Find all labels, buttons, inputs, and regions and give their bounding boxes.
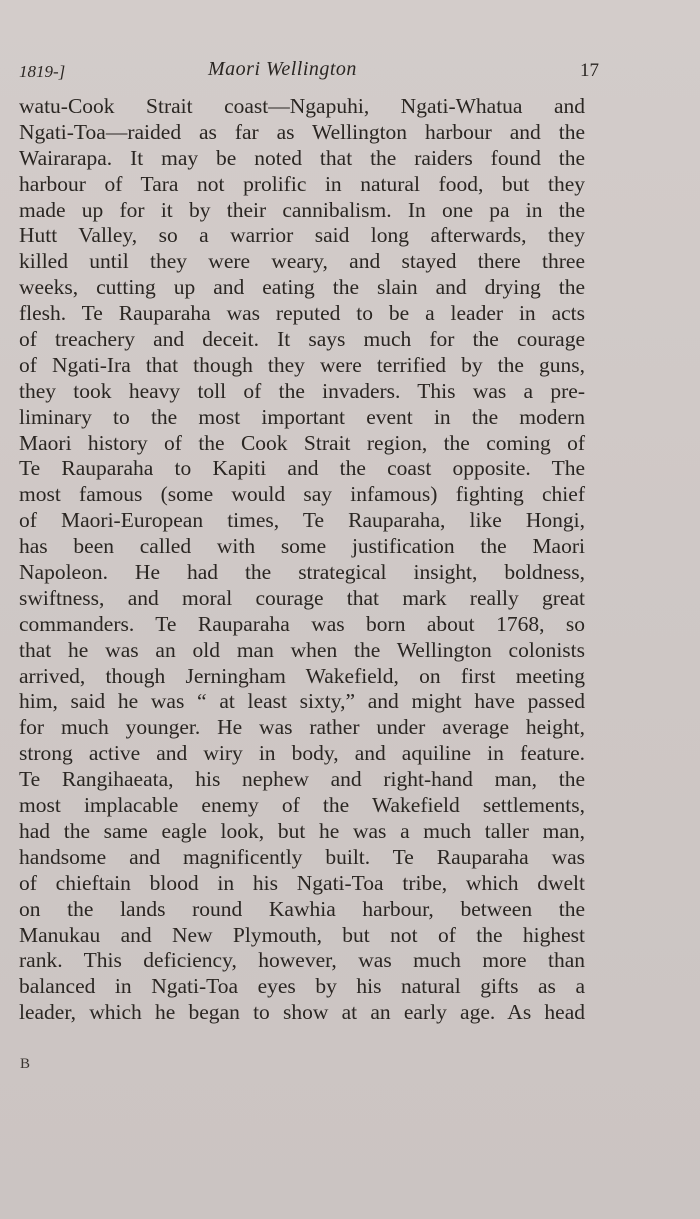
text-line: balanced in Ngati-Toa eyes by his natural gifts as a <box>19 974 585 999</box>
text-line: of Ngati-Ira that though they were terrified by the guns, <box>19 352 585 377</box>
text-line: Hutt Valley, so a warrior said long afterwards, they <box>19 223 585 248</box>
text-line: watu-Cook Strait coast—Ngapuhi, Ngati-Whatua and <box>19 94 585 118</box>
text-line: of chieftain blood in his Ngati-Toa tribe, which dwelt <box>19 870 585 895</box>
text-line: had the same eagle look, but he was a much taller man, <box>19 818 585 843</box>
text-line: liminary to the most important event in the modern <box>19 404 585 429</box>
text-line: for much younger. He was rather under average height, <box>19 715 585 740</box>
text-line: swiftness, and moral courage that mark really great <box>19 585 585 610</box>
text-line: they took heavy toll of the invaders. This was a pre- <box>19 378 585 403</box>
text-line: has been called with some justification the Maori <box>19 534 585 559</box>
text-line: harbour of Tara not prolific in natural food, but they <box>19 171 585 196</box>
text-line: Napoleon. He had the strategical insight, boldness, <box>19 560 585 585</box>
text-line: commanders. Te Rauparaha was born about 1768, so <box>19 611 585 636</box>
text-line: leader, which he began to show at an early age. As head <box>19 1000 585 1025</box>
text-line: rank. This deficiency, however, was much more than <box>19 948 585 973</box>
text-line: strong active and wiry in body, and aquiline in feature. <box>19 741 585 766</box>
text-line: weeks, cutting up and eating the slain and drying the <box>19 275 585 300</box>
text-line: of treachery and deceit. It says much for the courage <box>19 327 585 352</box>
text-line: on the lands round Kawhia harbour, between the <box>19 896 585 921</box>
text-line: handsome and magnificently built. Te Rauparaha was <box>19 844 585 869</box>
text-line: most famous (some would say infamous) fighting chief <box>19 482 585 507</box>
running-head-date: 1819-] <box>19 62 66 81</box>
text-line: Te Rauparaha to Kapiti and the coast opposite. The <box>19 456 585 481</box>
text-line: flesh. Te Rauparaha was reputed to be a leader in acts <box>19 301 585 326</box>
text-line: Wairarapa. It may be noted that the raiders found the <box>19 145 585 170</box>
text-line: that he was an old man when the Wellington colonists <box>19 637 585 662</box>
text-line: arrived, though Jerningham Wakefield, on first meeting <box>19 663 585 688</box>
signature-mark: B <box>20 1056 31 1072</box>
text-line: him, said he was “ at least sixty,” and might have passed <box>19 689 585 714</box>
text-line: of Maori-European times, Te Rauparaha, like Hongi, <box>19 508 585 533</box>
text-line: most implacable enemy of the Wakefield settlements, <box>19 793 585 818</box>
running-head <box>19 58 599 86</box>
text-line: made up for it by their cannibalism. In one pa in the <box>19 197 585 222</box>
page-number: 17 <box>580 60 599 81</box>
text-line: Maori history of the Cook Strait region, the coming of <box>19 430 585 455</box>
text-line: Ngati-Toa—raided as far as Wellington harbour and the <box>19 119 585 144</box>
text-line: killed until they were weary, and stayed there three <box>19 249 585 274</box>
text-line: Te Rangihaeata, his nephew and right-hand man, the <box>19 767 585 792</box>
text-line: Manukau and New Plymouth, but not of the highest <box>19 922 585 947</box>
body-text <box>19 94 585 1026</box>
running-head-title: Maori Wellington <box>208 58 357 80</box>
